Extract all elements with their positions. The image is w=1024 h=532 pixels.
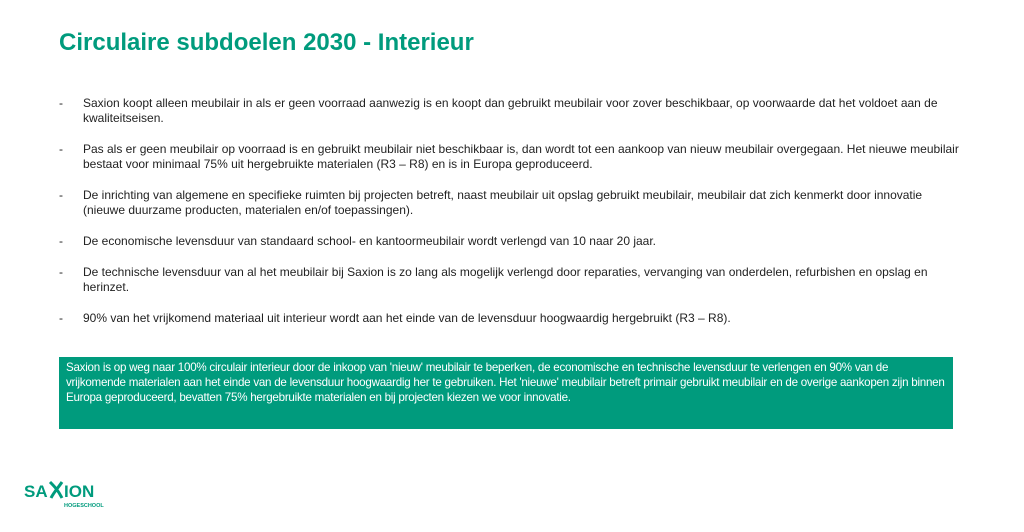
- saxion-logo: [24, 478, 119, 510]
- bullet-item: [59, 234, 959, 249]
- svg-text:HOGESCHOOL: HOGESCHOOL: [64, 503, 104, 509]
- svg-text:SA: SA: [24, 482, 48, 501]
- bullet-item: [59, 265, 959, 295]
- bullet-marker: -: [59, 142, 63, 156]
- bullet-list: [59, 96, 959, 342]
- bullet-text: De technische levensduur van al het meubilair bij Saxion is zo lang als mogelijk verlengd door reparaties, vervanging van onderdelen, refurbishen en opslag en herinzet.: [83, 265, 928, 294]
- bullet-text: Pas als er geen meubilair op voorraad is en gebruikt meubilair niet beschikbaar is, dan wordt tot een aankoop van nieuw meubilair overgegaan. Het nieuwe meubilair bestaat voor minimaal 75% uit hergebruikte materialen (R3 – R8) en is in Europa geproduceerd.: [83, 142, 959, 171]
- bullet-item: [59, 96, 959, 126]
- bullet-text: Saxion koopt alleen meubilair in als er geen voorraad aanwezig is en koopt dan gebruikt meubilair voor zover beschikbaar, op voorwaarde dat het voldoet aan de kwaliteitseisen.: [83, 96, 938, 125]
- bullet-text: De economische levensduur van standaard school- en kantoormeubilair wordt verlengd van 10 naar 20 jaar.: [83, 234, 657, 248]
- bullet-marker: -: [59, 311, 63, 325]
- bullet-marker: -: [59, 96, 63, 110]
- bullet-marker: -: [59, 234, 63, 248]
- bullet-text: 90% van het vrijkomend materiaal uit interieur wordt aan het einde van de levensduur hoogwaardig hergebruikt (R3 – R8).: [83, 311, 731, 325]
- slide-title: Circulaire subdoelen 2030 - Interieur: [59, 29, 474, 56]
- bullet-marker: -: [59, 188, 63, 202]
- bullet-item: [59, 188, 959, 218]
- bullet-item: [59, 311, 959, 326]
- bullet-text: De inrichting van algemene en specifieke ruimten bij projecten betreft, naast meubilair uit opslag gebruikt meubilair, meubilair dat zich kenmerkt door innovatie (nieuwe duurzame producten, materialen en/of toepassingen).: [83, 188, 923, 217]
- svg-text:ION: ION: [64, 482, 95, 501]
- summary-box: Saxion is op weg naar 100% circulair interieur door de inkoop van 'nieuw' meubilair te beperken, de economische en technische levensduur te verlengen en 90% van de vrijkomende materialen aan het einde van de levensduur hoogwaardig her te gebruiken. Het 'nieuwe' meubilair betreft primair gebruikt meubilair en de overige aankopen zijn binnen Europa geproduceerd, bevatten 75% hergebruikte materialen en bij projecten kiezen we voor innovatie.: [59, 357, 953, 429]
- bullet-item: [59, 142, 959, 172]
- bullet-marker: -: [59, 265, 63, 279]
